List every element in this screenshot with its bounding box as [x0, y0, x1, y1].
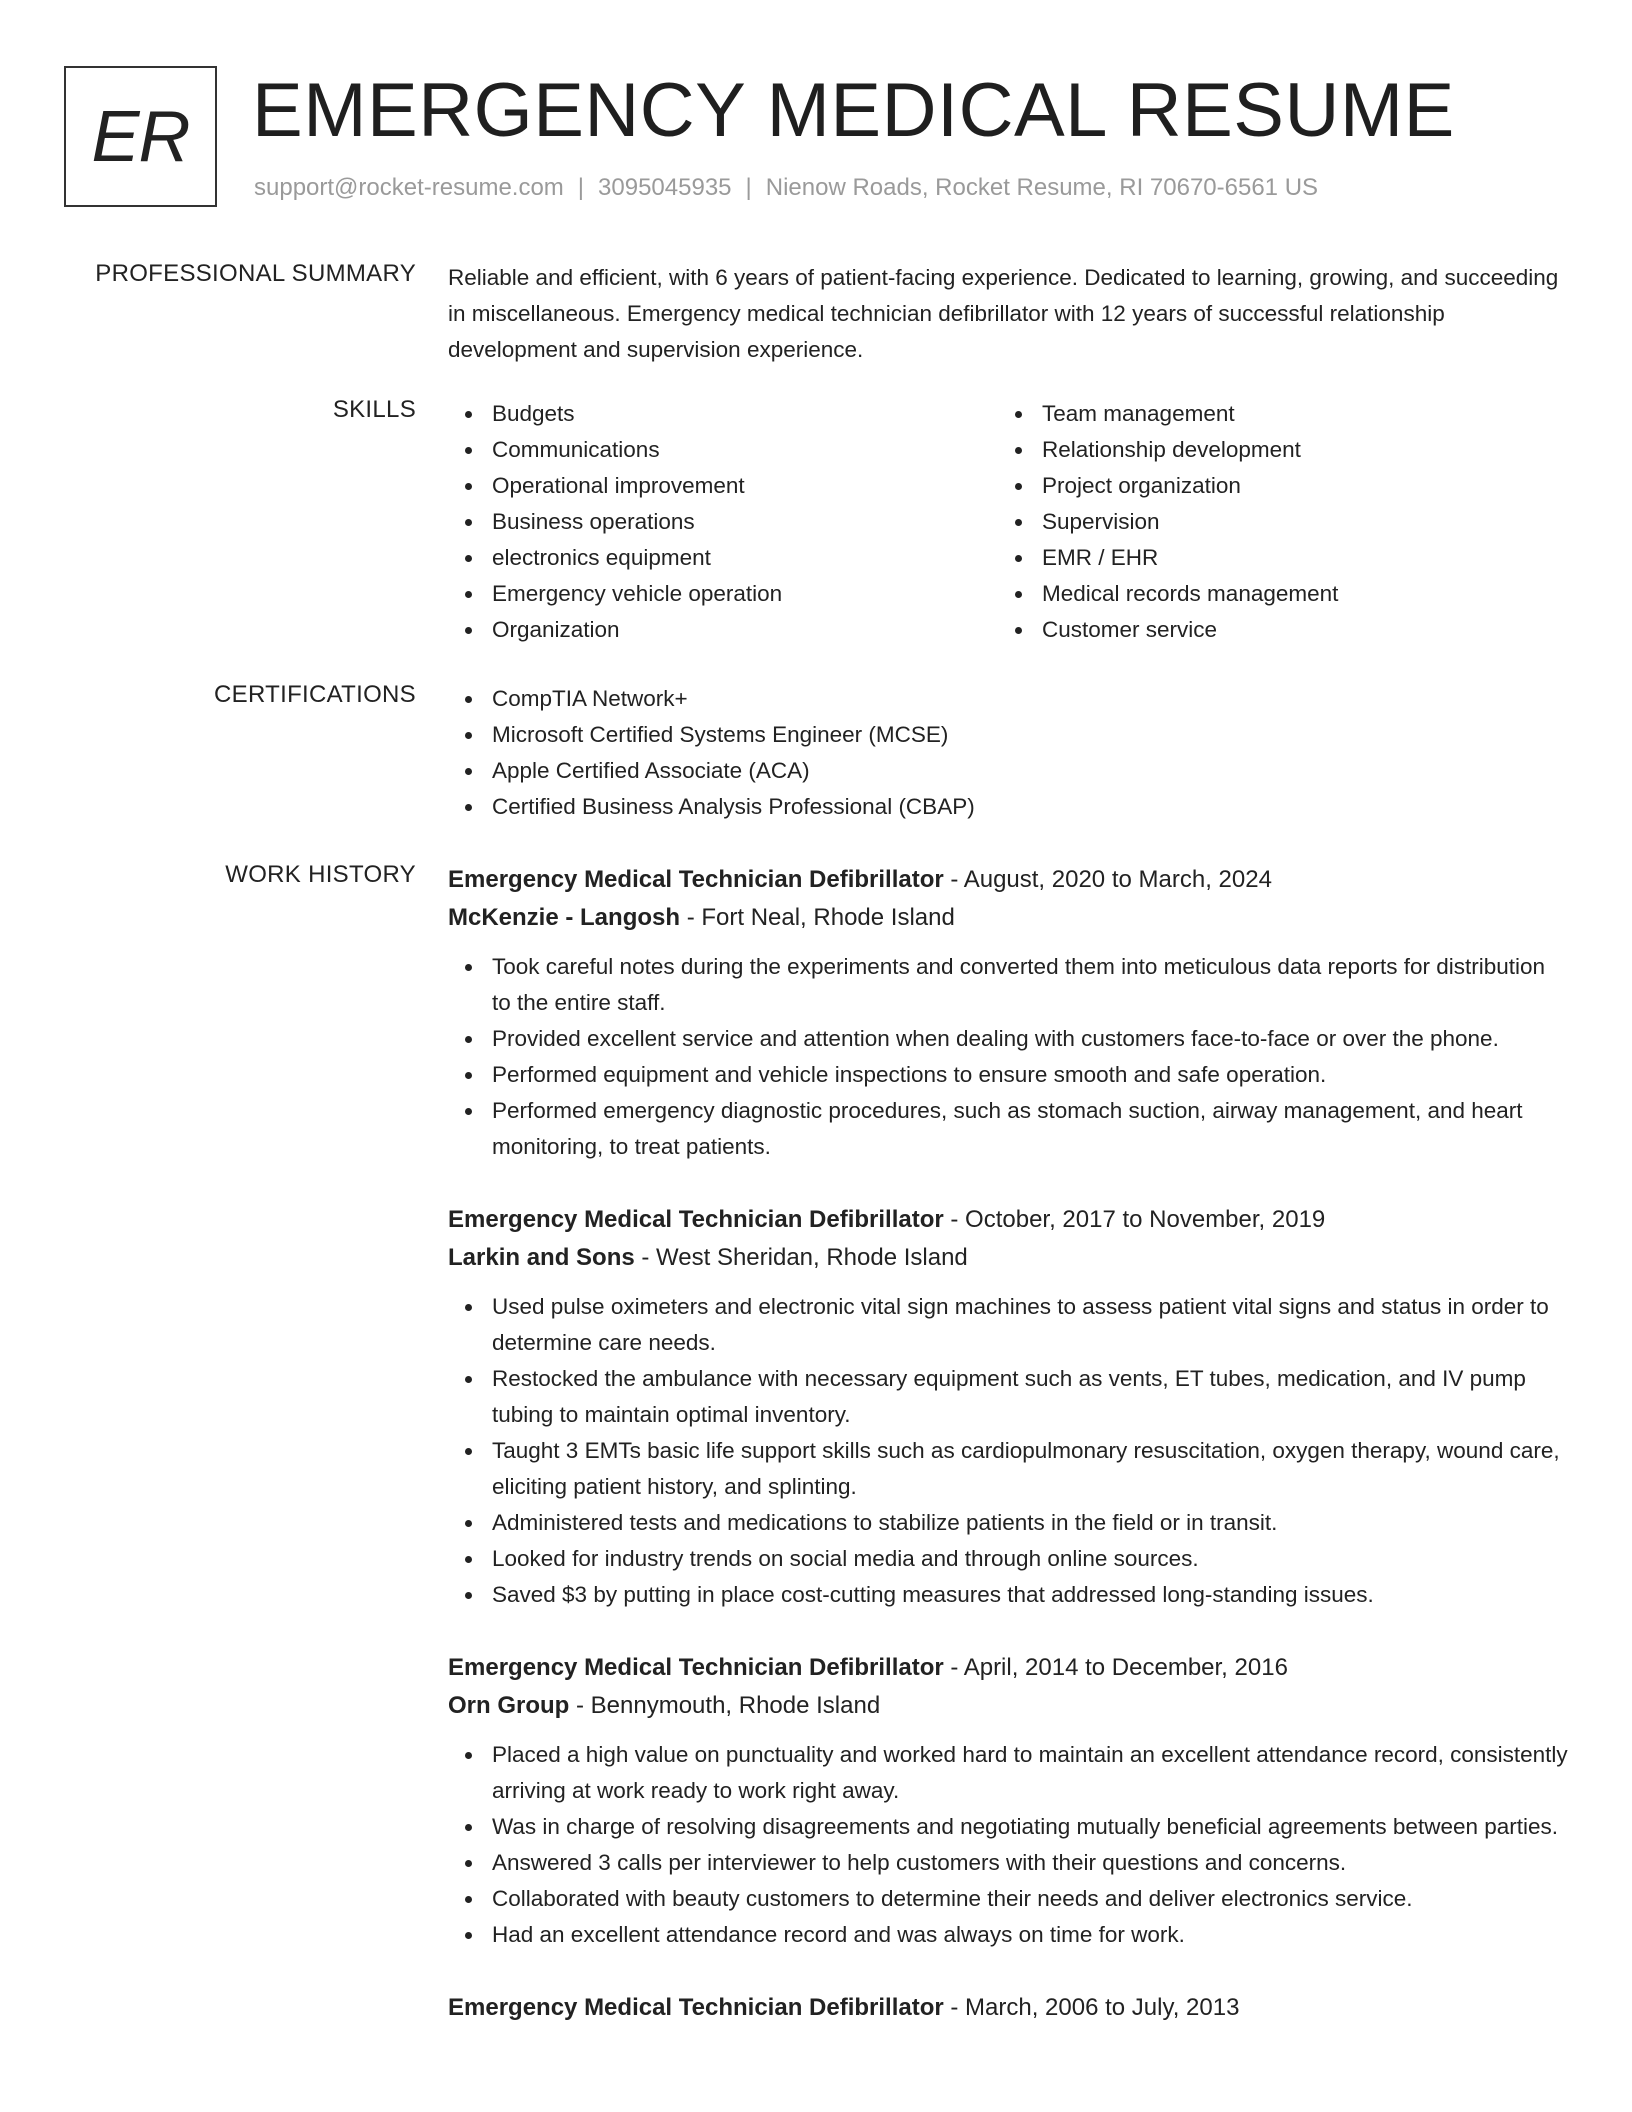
- job-dates: - March, 2006 to July, 2013: [950, 1994, 1240, 2021]
- job-company: Orn Group: [448, 1692, 570, 1719]
- job-company-line: [448, 1687, 1568, 1725]
- job-duty-item: Administered tests and medications to stabilize patients in the field or in transit.: [448, 1505, 1568, 1541]
- job-entry: [448, 1649, 1568, 1953]
- jobs-container: [448, 861, 1568, 2063]
- contact-address: Nienow Roads, Rocket Resume, RI 70670-6561 US: [765, 174, 1319, 201]
- certification-item: Microsoft Certified Systems Engineer (MCSE): [448, 717, 1568, 753]
- skill-item: Relationship development: [998, 432, 1548, 468]
- skill-item: Operational improvement: [448, 468, 998, 504]
- section-label-summary: PROFESSIONAL SUMMARY: [95, 260, 416, 287]
- contact-separator: |: [745, 174, 752, 201]
- job-duty-item: Collaborated with beauty customers to determine their needs and deliver electronics service.: [448, 1881, 1568, 1917]
- job-duty-item: Performed equipment and vehicle inspections to ensure smooth and safe operation.: [448, 1057, 1568, 1093]
- job-company-line: [448, 1239, 1568, 1277]
- section-label-work-history: WORK HISTORY: [225, 861, 416, 888]
- skill-item: Business operations: [448, 504, 998, 540]
- section-label-skills: SKILLS: [332, 396, 416, 423]
- skill-item: Emergency vehicle operation: [448, 576, 998, 612]
- contact-separator: |: [577, 174, 585, 201]
- certification-item: Apple Certified Associate (ACA): [448, 753, 1568, 789]
- job-company-line: [448, 899, 1568, 937]
- job-company: McKenzie - Langosh: [448, 904, 681, 931]
- resume-header: [64, 66, 1564, 216]
- job-location: - Bennymouth, Rhode Island: [576, 1692, 881, 1719]
- summary-text: Reliable and efficient, with 6 years of patient-facing experience. Dedicated to learning, growing, and succeeding in miscellaneous. Emergency medical technician defibrillator with 12 years of successful relationship development and supervision experience.: [448, 265, 1559, 362]
- certification-item: Certified Business Analysis Professional (CBAP): [448, 789, 1568, 825]
- contact-phone: 3095045935: [598, 174, 732, 201]
- job-title-line: [448, 1989, 1568, 2027]
- job-title-line: [448, 1201, 1568, 1239]
- job-duty-item: Restocked the ambulance with necessary equipment such as vents, ET tubes, medication, and IV pump tubing to maintain optimal inventory.: [448, 1361, 1568, 1433]
- job-duty-item: Taught 3 EMTs basic life support skills such as cardiopulmonary resuscitation, oxygen therapy, wound care, eliciting patient history, and splinting.: [448, 1433, 1568, 1505]
- contact-email: support@rocket-resume.com: [254, 174, 564, 201]
- skill-item: electronics equipment: [448, 540, 998, 576]
- job-title: Emergency Medical Technician Defibrillator: [448, 1654, 944, 1681]
- job-duty-item: Looked for industry trends on social media and through online sources.: [448, 1541, 1568, 1577]
- job-duty-item: Placed a high value on punctuality and worked hard to maintain an excellent attendance record, consistently arriving at work ready to work right away.: [448, 1737, 1568, 1809]
- skill-item: Project organization: [998, 468, 1548, 504]
- job-duty-item: Had an excellent attendance record and was always on time for work.: [448, 1917, 1568, 1953]
- skills-list-right: [998, 396, 1548, 648]
- monogram-box: [64, 66, 217, 207]
- skill-item: Medical records management: [998, 576, 1548, 612]
- job-duties-list: [448, 949, 1568, 1165]
- certifications-list: [448, 681, 1568, 825]
- job-duty-item: Performed emergency diagnostic procedures, such as stomach suction, airway management, and heart monitoring, to treat patients.: [448, 1093, 1568, 1165]
- skill-item: Customer service: [998, 612, 1548, 648]
- job-company: Larkin and Sons: [448, 1244, 635, 1271]
- skill-item: Budgets: [448, 396, 998, 432]
- job-dates: - October, 2017 to November, 2019: [950, 1206, 1326, 1233]
- job-title-line: [448, 861, 1568, 899]
- job-location: - Fort Neal, Rhode Island: [686, 904, 955, 931]
- job-title: Emergency Medical Technician Defibrillator: [448, 866, 944, 893]
- job-entry: [448, 1989, 1568, 2027]
- job-entry: [448, 1201, 1568, 1613]
- job-entry: [448, 861, 1568, 1165]
- skill-item: Supervision: [998, 504, 1548, 540]
- job-title: Emergency Medical Technician Defibrillator: [448, 1206, 944, 1233]
- skills-list-left: [448, 396, 998, 648]
- job-duty-item: Took careful notes during the experiments and converted them into meticulous data reports for distribution to the entire staff.: [448, 949, 1568, 1021]
- job-duty-item: Answered 3 calls per interviewer to help customers with their questions and concerns.: [448, 1845, 1568, 1881]
- job-duties-list: [448, 1737, 1568, 1953]
- job-duties-list: [448, 1289, 1568, 1613]
- skill-item: Team management: [998, 396, 1548, 432]
- skill-item: Communications: [448, 432, 998, 468]
- skill-item: Organization: [448, 612, 998, 648]
- skill-item: EMR / EHR: [998, 540, 1548, 576]
- job-duty-item: Used pulse oximeters and electronic vital sign machines to assess patient vital signs and status in order to determine care needs.: [448, 1289, 1568, 1361]
- job-duty-item: Provided excellent service and attention when dealing with customers face-to-face or over the phone.: [448, 1021, 1568, 1057]
- job-duty-item: Was in charge of resolving disagreements and negotiating mutually beneficial agreements between parties.: [448, 1809, 1568, 1845]
- monogram-text: ER: [91, 96, 190, 177]
- certification-item: CompTIA Network+: [448, 681, 1568, 717]
- job-dates: - August, 2020 to March, 2024: [950, 866, 1272, 893]
- job-location: - West Sheridan, Rhode Island: [641, 1244, 968, 1271]
- resume-title: EMERGENCY MEDICAL RESUME: [252, 68, 1455, 153]
- contact-line: [254, 174, 1318, 202]
- job-title-line: [448, 1649, 1568, 1687]
- job-dates: - April, 2014 to December, 2016: [950, 1654, 1288, 1681]
- job-duty-item: Saved $3 by putting in place cost-cutting measures that addressed long-standing issues.: [448, 1577, 1568, 1613]
- job-title: Emergency Medical Technician Defibrillator: [448, 1994, 944, 2021]
- section-label-certifications: CERTIFICATIONS: [214, 681, 416, 708]
